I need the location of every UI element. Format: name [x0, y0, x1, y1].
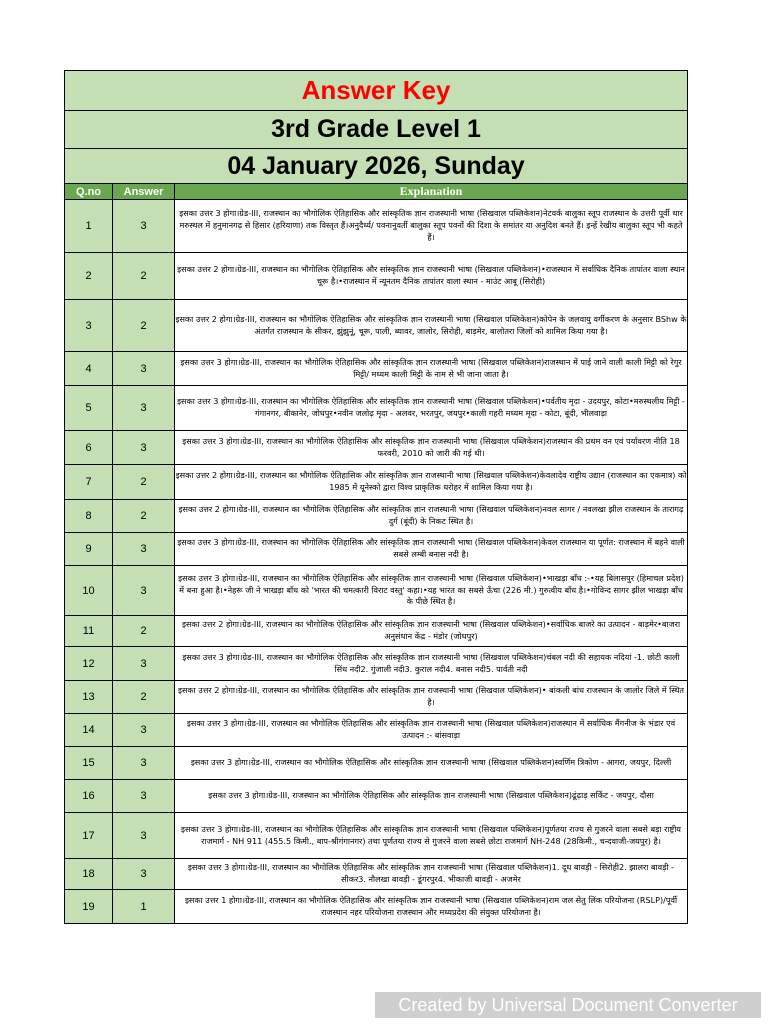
table-row: [65, 813, 688, 859]
explanation-text: इसका उत्तर 2 होगा।ग्रेड-III, राजस्थान का भौगोलिक ऐतिहासिक और सांस्कृतिक ज्ञान राजस्थानी भाषा (सिखवाल पब्लिकेशन)केवलादेव राष्ट्रीय उद्यान (राजस्थान का एकमात्र) को 1985 में यूनेस्को द्वारा विश्व प्राकृतिक धरोहर में शामिल किया गया है।: [175, 465, 688, 500]
table-row: [65, 714, 688, 747]
explanation-text: इसका उत्तर 3 होगा।ग्रेड-III, राजस्थान का भौगोलिक ऐतिहासिक और सांस्कृतिक ज्ञान राजस्थानी भाषा (सिखवाल पब्लिकेशन)•भाखड़ा बाँध :-•यह बिलासपुर (हिमाचल प्रदेश) में बना हुआ है।•नेहरू जी ने भाखड़ा बाँध को 'भारत की चमत्कारी विराट वस्तु' कहा।•यह भारत का सबसे ऊँचा (226 मी.) गुरुत्वीय बाँध है।•गोविन्द सागर झील भाखड़ा बाँध के पीछे स्थित है।: [175, 566, 688, 616]
answer-value: 3: [113, 533, 175, 566]
table-row: [65, 200, 688, 253]
question-number: 15: [65, 747, 113, 780]
answer-value: 3: [113, 386, 175, 431]
explanation-text: इसका उत्तर 3 होगा।ग्रेड-III, राजस्थान का भौगोलिक ऐतिहासिक और सांस्कृतिक ज्ञान राजस्थानी भाषा (सिखवाल पब्लिकेशन)नेटवर्क बालुका स्तूप राजस्थान के उत्तरी पूर्वी थार मरुस्थल में हनुमानगढ़ से हिसार (हरियाणा) तक विस्तृत हैं।अनुदैर्ध्य/ पवनानुवर्ती बालुका स्तूप पवनों की दिशा के समांतर या अनुदिश बनते हैं। इन्हें रेखीय बालुका स्तूप भी कहते हैं।: [175, 200, 688, 253]
answer-value: 3: [113, 859, 175, 890]
table-row: [65, 566, 688, 616]
table-row: [65, 859, 688, 890]
question-number: 17: [65, 813, 113, 859]
explanation-text: इसका उत्तर 3 होगा।ग्रेड-III, राजस्थान का भौगोलिक ऐतिहासिक और सांस्कृतिक ज्ञान राजस्थानी भाषा (सिखवाल पब्लिकेशन)राजस्थान की प्रथम वन एवं पर्यावरण नीति 18 फरवरी, 2010 को जारी की गई थी।: [175, 431, 688, 465]
question-number: 1: [65, 200, 113, 253]
grade-level: 3rd Grade Level 1: [65, 111, 688, 149]
question-number: 2: [65, 253, 113, 300]
explanation-text: इसका उत्तर 2 होगा।ग्रेड-III, राजस्थान का भौगोलिक ऐतिहासिक और सांस्कृतिक ज्ञान राजस्थानी भाषा (सिखवाल पब्लिकेशन)• बांकली बांध राजस्थान के जालोर जिले में स्थित है।: [175, 681, 688, 714]
answer-value: 3: [113, 714, 175, 747]
question-number: 5: [65, 386, 113, 431]
explanation-text: इसका उत्तर 3 होगा।ग्रेड-III, राजस्थान का भौगोलिक ऐतिहासिक और सांस्कृतिक ज्ञान राजस्थानी भाषा (सिखवाल पब्लिकेशन)पूर्णतया राज्य से गुजरने वाला सबसे बड़ा राष्ट्रीय राजमार्ग - NH 911 (455.5 किमी., बाप-श्रीगंगानगर) तथा पूर्णतया राज्य से गुजरने वाला सबसे छोटा राजमार्ग NH-248 (28किमी., चन्दवाजी-जयपुर) है।: [175, 813, 688, 859]
explanation-text: इसका उत्तर 3 होगा।ग्रेड-III, राजस्थान का भौगोलिक ऐतिहासिक और सांस्कृतिक ज्ञान राजस्थानी भाषा (सिखवाल पब्लिकेशन)ढूंढ़ाड़ सर्किट - जयपुर, दौसा: [175, 780, 688, 813]
table-row: [65, 647, 688, 681]
explanation-text: इसका उत्तर 2 होगा।ग्रेड-III, राजस्थान का भौगोलिक ऐतिहासिक और सांस्कृतिक ज्ञान राजस्थानी भाषा (सिखवाल पब्लिकेशन)कोपेन के जलवायु वर्गीकरण के अनुसार BShw के अंतर्गत राजस्थान के सीकर, झुंझुनूं, चूरू, पाली, ब्यावर, जालोर, सिरोही, बाड़मेर, बालोतरा जिलों को शामिल किया गया है।: [175, 300, 688, 352]
question-number: 19: [65, 890, 113, 924]
table-row: [65, 465, 688, 500]
explanation-text: इसका उत्तर 3 होगा।ग्रेड-III, राजस्थान का भौगोलिक ऐतिहासिक और सांस्कृतिक ज्ञान राजस्थानी भाषा (सिखवाल पब्लिकेशन)राजस्थान में सर्वाधिक मैंगनीज के भंडार एवं उत्पादन :- बांसवाड़ा: [175, 714, 688, 747]
answer-value: 3: [113, 200, 175, 253]
column-header-answer: Answer: [113, 184, 175, 200]
explanation-text: इसका उत्तर 2 होगा।ग्रेड-III, राजस्थान का भौगोलिक ऐतिहासिक और सांस्कृतिक ज्ञान राजस्थानी भाषा (सिखवाल पब्लिकेशन)नवल सागर / नवलखा झील राजस्थान के तारागढ़ दुर्ग (बूंदी) के निकट स्थित है।: [175, 500, 688, 533]
column-header-qno: Q.no: [65, 184, 113, 200]
answer-value: 2: [113, 465, 175, 500]
explanation-text: इसका उत्तर 3 होगा।ग्रेड-III, राजस्थान का भौगोलिक ऐतिहासिक और सांस्कृतिक ज्ञान राजस्थानी भाषा (सिखवाल पब्लिकेशन)केवल राजस्थान या पूर्णत: राजस्थान में बहने वाली सबसे लम्बी बनास नदी है।: [175, 533, 688, 566]
table-row: [65, 352, 688, 386]
explanation-text: इसका उत्तर 3 होगा।ग्रेड-III, राजस्थान का भौगोलिक ऐतिहासिक और सांस्कृतिक ज्ञान राजस्थानी भाषा (सिखवाल पब्लिकेशन)राजस्थान में पाई जाने वाली काली मिट्टी को रेगुर मिट्टी/ मध्यम काली मिट्टी के नाम से भी जाना जाता है।: [175, 352, 688, 386]
table-row: [65, 747, 688, 780]
table-row: [65, 533, 688, 566]
explanation-text: इसका उत्तर 2 होगा।ग्रेड-III, राजस्थान का भौगोलिक ऐतिहासिक और सांस्कृतिक ज्ञान राजस्थानी भाषा (सिखवाल पब्लिकेशन)•राजस्थान में सर्वाधिक दैनिक तापांतर वाला स्थान चूरू है।•राजस्थान में न्यूनतम दैनिक तापांतर वाला स्थान - माउंट आबू (सिरोही): [175, 253, 688, 300]
table-row: [65, 431, 688, 465]
answer-value: 3: [113, 566, 175, 616]
table-row: [65, 780, 688, 813]
table-row: [65, 616, 688, 647]
answer-value: 2: [113, 616, 175, 647]
question-number: 16: [65, 780, 113, 813]
column-header-explanation: Explanation: [175, 184, 688, 200]
answer-value: 3: [113, 813, 175, 859]
table-row: [65, 253, 688, 300]
answer-value: 3: [113, 352, 175, 386]
answer-value: 3: [113, 780, 175, 813]
answer-key-table: [64, 70, 688, 924]
answer-value: 2: [113, 253, 175, 300]
question-number: 4: [65, 352, 113, 386]
explanation-text: इसका उत्तर 3 होगा।ग्रेड-III, राजस्थान का भौगोलिक ऐतिहासिक और सांस्कृतिक ज्ञान राजस्थानी भाषा (सिखवाल पब्लिकेशन)•पर्वतीय मृदा - उदयपुर, कोटा•मरुस्थलीय मिट्टी - गंगानगर, बीकानेर, जोधपुर•नवीन जलोढ़ मृदा - अलवर, भरतपुर, जयपुर•काली गहरी मध्यम मृदा - कोटा, बूंदी, भीलवाड़ा: [175, 386, 688, 431]
explanation-text: इसका उत्तर 3 होगा।ग्रेड-III, राजस्थान का भौगोलिक ऐतिहासिक और सांस्कृतिक ज्ञान राजस्थानी भाषा (सिखवाल पब्लिकेशन)स्वर्णिम त्रिकोण - आगरा, जयपुर, दिल्ली: [175, 747, 688, 780]
table-row: [65, 681, 688, 714]
explanation-text: इसका उत्तर 3 होगा।ग्रेड-III, राजस्थान का भौगोलिक ऐतिहासिक और सांस्कृतिक ज्ञान राजस्थानी भाषा (सिखवाल पब्लिकेशन)चंबल नदी की सहायक नदियां -1. छोटी काली सिंध नदी2. गुंजाली नदी3. कुराल नदी4. बनास नदी5. पार्वती नदी: [175, 647, 688, 681]
question-number: 7: [65, 465, 113, 500]
answer-value: 3: [113, 431, 175, 465]
question-number: 9: [65, 533, 113, 566]
table-row: [65, 890, 688, 924]
question-number: 3: [65, 300, 113, 352]
question-number: 13: [65, 681, 113, 714]
question-number: 8: [65, 500, 113, 533]
answer-value: 2: [113, 681, 175, 714]
question-number: 10: [65, 566, 113, 616]
answer-value: 2: [113, 500, 175, 533]
question-number: 18: [65, 859, 113, 890]
explanation-text: इसका उत्तर 2 होगा।ग्रेड-III, राजस्थान का भौगोलिक ऐतिहासिक और सांस्कृतिक ज्ञान राजस्थानी भाषा (सिखवाल पब्लिकेशन)•सर्वाधिक बाजरे का उत्पादन - बाड़मेर•बाजरा अनुसंधान केंद्र - मंडोर (जोधपुर): [175, 616, 688, 647]
table-row: [65, 500, 688, 533]
answer-value: 2: [113, 300, 175, 352]
watermark: Created by Universal Document Converter: [375, 992, 761, 1018]
table-row: [65, 386, 688, 431]
question-number: 14: [65, 714, 113, 747]
answer-value: 3: [113, 747, 175, 780]
question-number: 12: [65, 647, 113, 681]
question-number: 6: [65, 431, 113, 465]
page-title: Answer Key: [65, 71, 688, 111]
question-number: 11: [65, 616, 113, 647]
table-row: [65, 300, 688, 352]
explanation-text: इसका उत्तर 1 होगा।ग्रेड-III, राजस्थान का भौगोलिक ऐतिहासिक और सांस्कृतिक ज्ञान राजस्थानी भाषा (सिखवाल पब्लिकेशन)राम जल सेतु लिंक परियोजना (RSLP)/पूर्वी राजस्थान नहर परियोजना राजस्थान और मध्यप्रदेश की संयुक्त परियोजना है।: [175, 890, 688, 924]
answer-value: 3: [113, 647, 175, 681]
explanation-text: इसका उत्तर 3 होगा।ग्रेड-III, राजस्थान का भौगोलिक ऐतिहासिक और सांस्कृतिक ज्ञान राजस्थानी भाषा (सिखवाल पब्लिकेशन)1. दूध बावड़ी - सिरोही2. झालरा बावड़ी - सीकर3. नौलखा बावड़ी - डूंगरपुर4. भीकाजी बावड़ी - अजमेर: [175, 859, 688, 890]
exam-date: 04 January 2026, Sunday: [65, 149, 688, 184]
answer-value: 1: [113, 890, 175, 924]
